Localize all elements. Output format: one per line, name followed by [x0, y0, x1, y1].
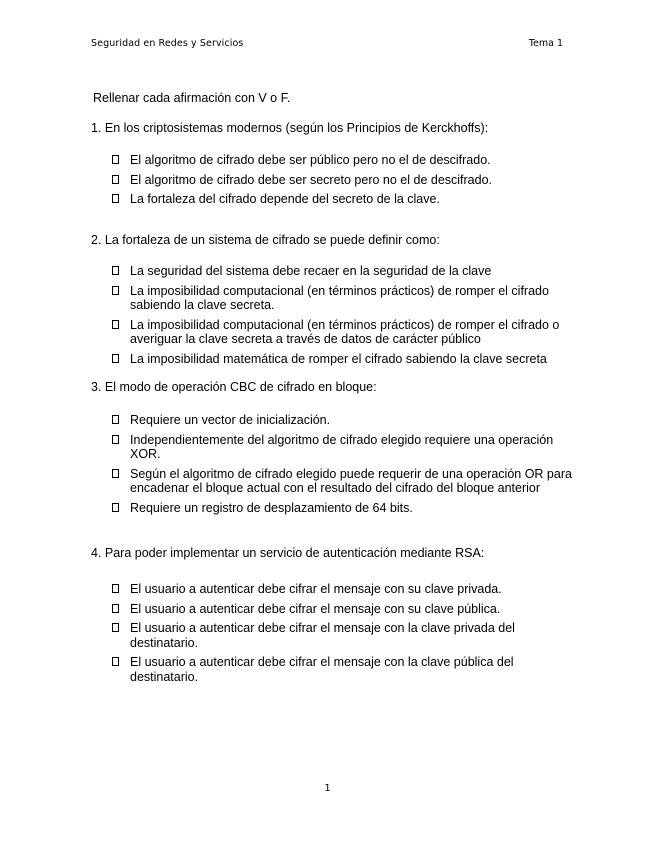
checkbox-icon[interactable] — [112, 194, 119, 203]
option[interactable] — [112, 467, 572, 496]
option[interactable] — [112, 602, 572, 617]
option-text: Requiere un vector de inicialización. — [130, 413, 331, 427]
option-text: El usuario a autenticar debe cifrar el mensaje con su clave privada. — [130, 582, 502, 596]
page-number: 1 — [324, 783, 331, 794]
question-1-options — [112, 153, 572, 207]
question-3-options — [112, 413, 572, 515]
checkbox-icon[interactable] — [112, 415, 119, 424]
checkbox-icon[interactable] — [112, 286, 119, 295]
question-2: 2. La fortaleza de un sistema de cifrado se puede definir como: — [91, 233, 440, 247]
option-text: El usuario a autenticar debe cifrar el mensaje con la clave privada del destinatario. — [130, 621, 515, 650]
option-text: La seguridad del sistema debe recaer en la seguridad de la clave — [130, 264, 492, 278]
option[interactable] — [112, 318, 572, 347]
option[interactable] — [112, 501, 572, 516]
checkbox-icon[interactable] — [112, 155, 119, 164]
header-topic: Tema 1 — [528, 38, 563, 49]
question-3: 3. El modo de operación CBC de cifrado en bloque: — [91, 380, 377, 394]
option-text: El algoritmo de cifrado debe ser secreto pero no el de descifrado. — [130, 172, 493, 187]
checkbox-icon[interactable] — [112, 503, 119, 512]
instruction-text: Rellenar cada afirmación con V o F. — [93, 91, 291, 105]
question-1: 1. En los criptosistemas modernos (según los Principios de Kerckhoffs): — [91, 121, 489, 135]
option-text: La imposibilidad computacional (en términos prácticos) de romper el cifrado sabiendo la clave secreta. — [130, 283, 549, 312]
question-4: 4. Para poder implementar un servicio de autenticación mediante RSA: — [91, 546, 485, 560]
checkbox-icon[interactable] — [112, 435, 119, 444]
option-text: Según el algoritmo de cifrado elegido puede requerir de una operación OR para encadenar el bloque actual con el resultado del cifrado del bloque anterior — [130, 466, 572, 495]
checkbox-icon[interactable] — [112, 604, 119, 613]
option-text: El algoritmo de cifrado debe ser público pero no el de descifrado. — [130, 153, 491, 167]
option-text: El usuario a autenticar debe cifrar el mensaje con su clave pública. — [130, 601, 501, 616]
checkbox-icon[interactable] — [112, 657, 119, 666]
option-text: Independientemente del algoritmo de cifrado elegido requiere una operación XOR. — [130, 432, 554, 461]
option[interactable] — [112, 192, 572, 207]
checkbox-icon[interactable] — [112, 354, 119, 363]
option[interactable] — [112, 173, 572, 188]
question-4-options — [112, 582, 572, 684]
question-2-options — [112, 264, 572, 366]
option[interactable] — [112, 582, 572, 597]
option-text: La imposibilidad matemática de romper el cifrado sabiendo la clave secreta — [130, 351, 547, 366]
option-text: Requiere un registro de desplazamiento de 64 bits. — [130, 500, 413, 515]
option[interactable] — [112, 655, 572, 684]
checkbox-icon[interactable] — [112, 266, 119, 275]
option[interactable] — [112, 433, 572, 462]
checkbox-icon[interactable] — [112, 623, 119, 632]
option[interactable] — [112, 153, 572, 168]
option-text: La fortaleza del cifrado depende del secreto de la clave. — [130, 192, 440, 206]
option[interactable] — [112, 621, 572, 650]
option-text: La imposibilidad computacional (en términos prácticos) de romper el cifrado o averiguar la clave secreta a través de datos de carácter público — [130, 317, 560, 346]
header-course-title: Seguridad en Redes y Servicios — [91, 38, 244, 49]
checkbox-icon[interactable] — [112, 320, 119, 329]
option[interactable] — [112, 352, 572, 367]
option[interactable] — [112, 264, 572, 279]
option[interactable] — [112, 413, 572, 428]
checkbox-icon[interactable] — [112, 584, 119, 593]
checkbox-icon[interactable] — [112, 469, 119, 478]
option-text: El usuario a autenticar debe cifrar el mensaje con la clave pública del destinatario. — [130, 655, 514, 684]
checkbox-icon[interactable] — [112, 175, 119, 184]
option[interactable] — [112, 284, 572, 313]
